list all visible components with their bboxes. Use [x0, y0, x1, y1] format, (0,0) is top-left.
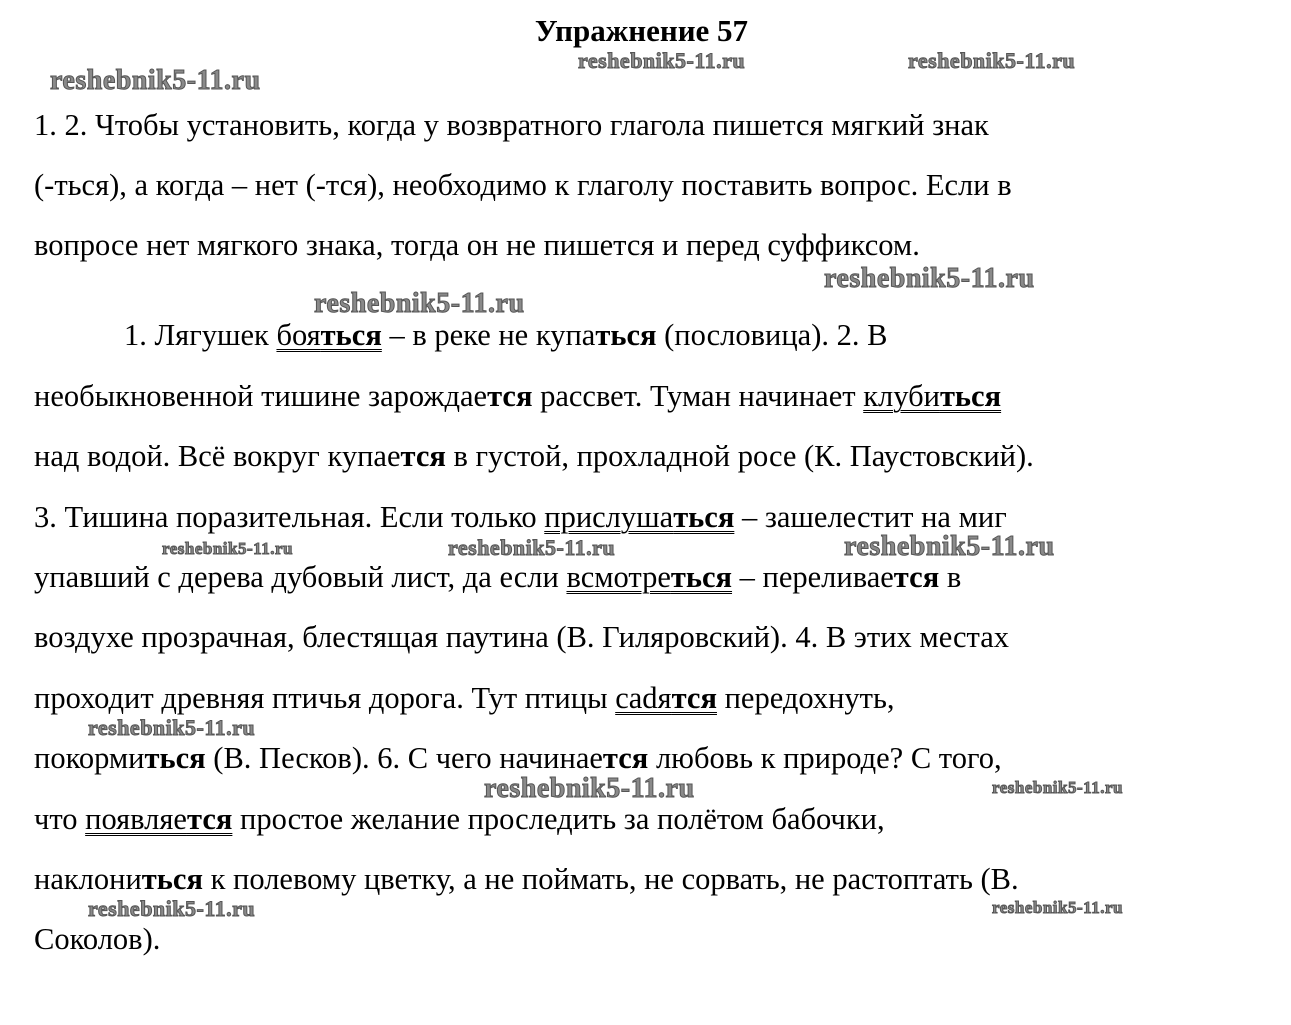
text-line	[34, 863, 1019, 895]
verb-suffix: тся	[487, 379, 533, 413]
text-line	[34, 440, 1034, 472]
watermark: reshebnik5-11.ru	[578, 48, 746, 73]
text-segment: вопросе нет мягкого знака, тогда он не пишется и перед суффиксом.	[34, 228, 920, 262]
underlined-verb: боя	[276, 318, 321, 352]
verb-suffix: тся	[400, 439, 446, 473]
verb-suffix: ться	[595, 318, 657, 352]
text-line	[34, 109, 989, 141]
text-segment: проходит древняя птичья дорога. Тут птицы	[34, 681, 616, 715]
text-segment: воздухе прозрачная, блестящая паутина (В. Гиляровский). 4. В этих местах	[34, 620, 1010, 654]
text-segment: (пословица). 2. В	[656, 318, 888, 352]
text-line	[34, 380, 1001, 412]
verb-suffix: ться	[939, 379, 1002, 413]
text-segment: Соколов).	[34, 922, 161, 956]
underlined-verb: прислуша	[544, 500, 674, 534]
text-segment: – зашелестит на миг	[734, 500, 1007, 534]
text-segment: 1. Лягушек	[124, 318, 277, 352]
text-line	[34, 682, 895, 714]
watermark: reshebnik5-11.ru	[992, 778, 1123, 797]
verb-suffix: ться	[144, 741, 206, 775]
text-segment: простое желание проследить за полётом бабочки,	[232, 802, 885, 836]
text-segment: любовь к природе? С того,	[648, 741, 1002, 775]
text-segment: – переливае	[732, 560, 894, 594]
text-segment: – в реке не купа	[381, 318, 596, 352]
text-line	[34, 561, 961, 593]
watermark: reshebnik5-11.ru	[88, 715, 256, 740]
text-segment: к полевому цветку, а не поймать, не сорвать, не растоптать (В.	[202, 862, 1019, 896]
watermark: reshebnik5-11.ru	[448, 535, 616, 560]
watermark: reshebnik5-11.ru	[908, 48, 1076, 73]
verb-suffix: ться	[320, 318, 382, 352]
verb-suffix: тся	[893, 560, 940, 594]
watermark: reshebnik5-11.ru	[162, 539, 293, 558]
verb-suffix: ться	[670, 560, 733, 594]
text-segment: необыкновенной тишине зарождае	[34, 379, 488, 413]
underlined-verb: всмотре	[566, 560, 671, 594]
text-segment: (-ться), а когда – нет (-тся), необходимо к глаголу поставить вопрос. Если в	[34, 168, 1012, 202]
watermark: reshebnik5-11.ru	[824, 263, 1035, 294]
text-segment: в густой, прохладной росе (К. Паустовский).	[445, 439, 1034, 473]
watermark: reshebnik5-11.ru	[88, 896, 256, 921]
text-line	[34, 169, 1012, 201]
text-line	[34, 501, 1007, 533]
text-line	[34, 229, 920, 261]
text-segment: упавший с дерева дубовый лист, да если	[34, 560, 567, 594]
verb-suffix: тся	[186, 802, 233, 836]
text-line	[34, 803, 885, 835]
text-segment: над водой. Всё вокруг купае	[34, 439, 401, 473]
underlined-verb: клуби	[863, 379, 940, 413]
verb-suffix: тся	[602, 741, 649, 775]
text-segment: передохнуть,	[716, 681, 895, 715]
text-line	[34, 742, 1002, 774]
watermark: reshebnik5-11.ru	[844, 531, 1055, 562]
text-segment: наклони	[34, 862, 142, 896]
underlined-verb: появляе	[85, 802, 187, 836]
text-line	[34, 621, 1009, 653]
text-line	[34, 923, 160, 955]
underlined-verb: сadя	[615, 681, 672, 715]
watermark: reshebnik5-11.ru	[314, 288, 525, 319]
text-segment: рассвет. Туман начинает	[532, 379, 864, 413]
watermark: reshebnik5-11.ru	[50, 65, 261, 96]
verb-suffix: тся	[671, 681, 717, 715]
text-segment: в	[939, 560, 962, 594]
text-segment: (В. Песков). 6. С чего начинае	[205, 741, 603, 775]
watermark: reshebnik5-11.ru	[484, 773, 695, 804]
text-segment: 1. 2. Чтобы установить, когда у возвратного глагола пишется мягкий знак	[34, 108, 989, 142]
text-segment: покорми	[34, 741, 145, 775]
verb-suffix: ться	[673, 500, 735, 534]
text-segment: 3. Тишина поразительная. Если только	[34, 500, 545, 534]
text-segment: что	[34, 802, 86, 836]
exercise-title: Упражнение 57	[534, 13, 749, 48]
watermark: reshebnik5-11.ru	[992, 898, 1123, 917]
verb-suffix: ться	[141, 862, 203, 896]
text-line	[124, 319, 887, 351]
